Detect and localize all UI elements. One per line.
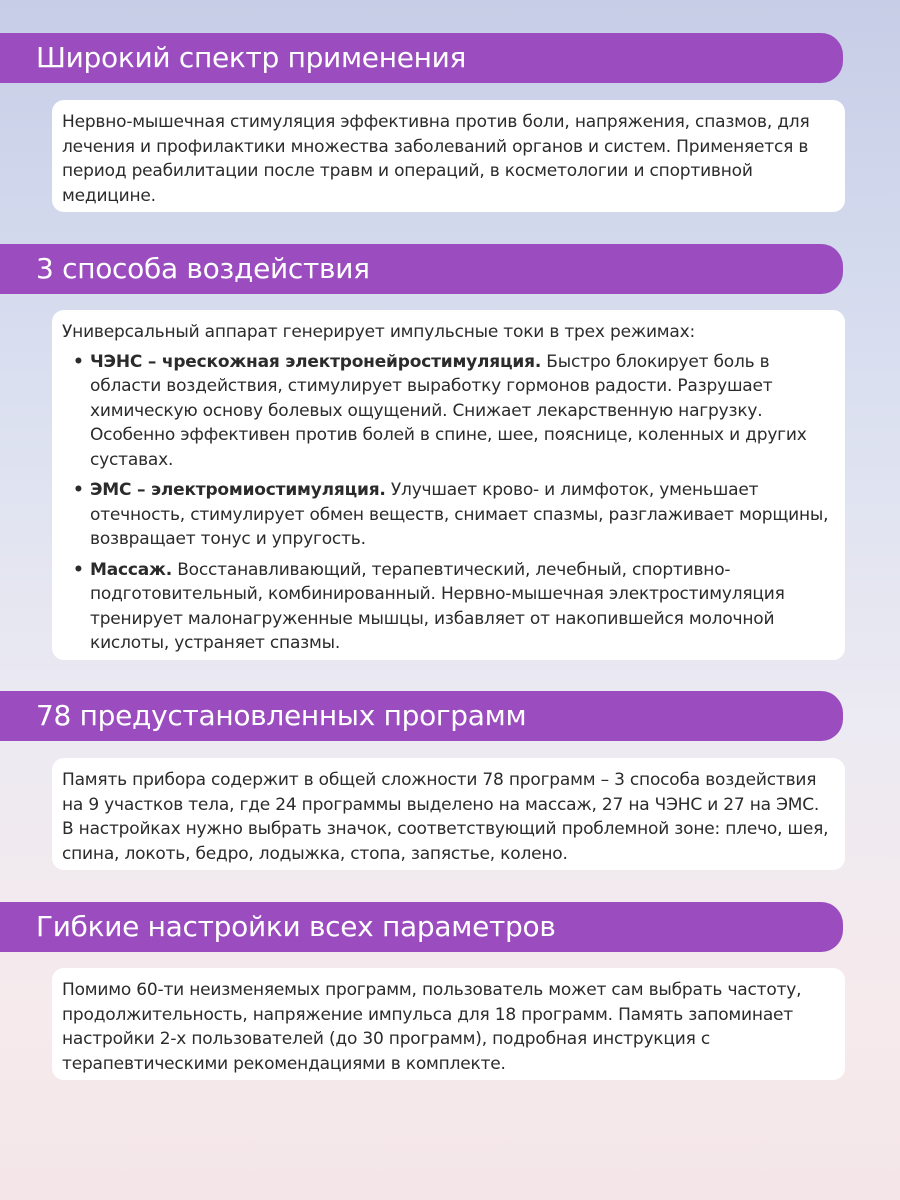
section-header-settings [0,902,843,952]
section-text: Память прибора содержит в общей сложности 78 программ – 3 способа воздействия на 9 участков тела, где 24 программы выделено на массаж, 27 на ЧЭНС и 27 на ЭМС. В настройках нужно выбрать значок, соответствующий проблемной зоне: плечо, шея, спина, локоть, бедро, лодыжка, стопа, запястье, колено. [62,770,829,864]
section-header-application [0,33,843,83]
section-card-methods [52,310,845,660]
section-card-programs [52,758,845,870]
section-text: Нервно-мышечная стимуляция эффективна против боли, напряжения, спазмов, для лечения и профилактики множества заболеваний органов и систем. Применяется в период реабилитации после травм и операций, в косметологии и спортивной медицине. [62,112,810,206]
section-title: 3 способа воздействия [36,252,370,285]
mode-name: ЧЭНС – чрескожная электронейростимуляция. [90,351,542,372]
mode-item-ems [62,478,835,552]
section-header-programs [0,691,843,741]
section-header-methods [0,244,843,294]
mode-name: Массаж. [90,559,172,580]
mode-item-massage [62,558,835,656]
mode-description: Восстанавливающий, терапевтический, лечебный, спортивно-подготовительный, комбинированный. Нервно-мышечная электростимуляция тренирует малонагруженные мышцы, избавляет от накопившейся молочной кислоты, устраняет спазмы. [90,559,785,653]
modes-list [62,350,835,656]
section-card-settings [52,968,845,1080]
mode-name: ЭМС – электромиостимуляция. [90,480,386,500]
mode-description: Быстро блокирует боль в области воздействия, стимулирует выработку гормонов радости. Разрушает химическую основу болевых ощущений. Снижает лекарственную нагрузку. Особенно эффективен против болей в спине, шее, пояснице, коленных и других суставах. [90,351,807,470]
section-text: Помимо 60-ти неизменяемых программ, пользователь может сам выбрать частоту, продолжительность, напряжение импульса для 18 программ. Память запоминает настройки 2-х пользователей (до 30 программ), подробная инструкция с терапевтическими рекомендациями в комплекте. [62,980,802,1074]
section-title: 78 предустановленных программ [36,699,527,732]
section-title: Широкий спектр применения [36,41,467,74]
mode-description: Улучшает крово- и лимфоток, уменьшает отечность, стимулирует обмен веществ, снимает спазмы, разглаживает морщины, возвращает тонус и упругость. [90,480,829,549]
methods-intro: Универсальный аппарат генерирует импульсные токи в трех режимах: [62,322,696,342]
mode-item-tens [62,350,835,473]
section-title: Гибкие настройки всех параметров [36,910,556,943]
section-card-application [52,100,845,212]
